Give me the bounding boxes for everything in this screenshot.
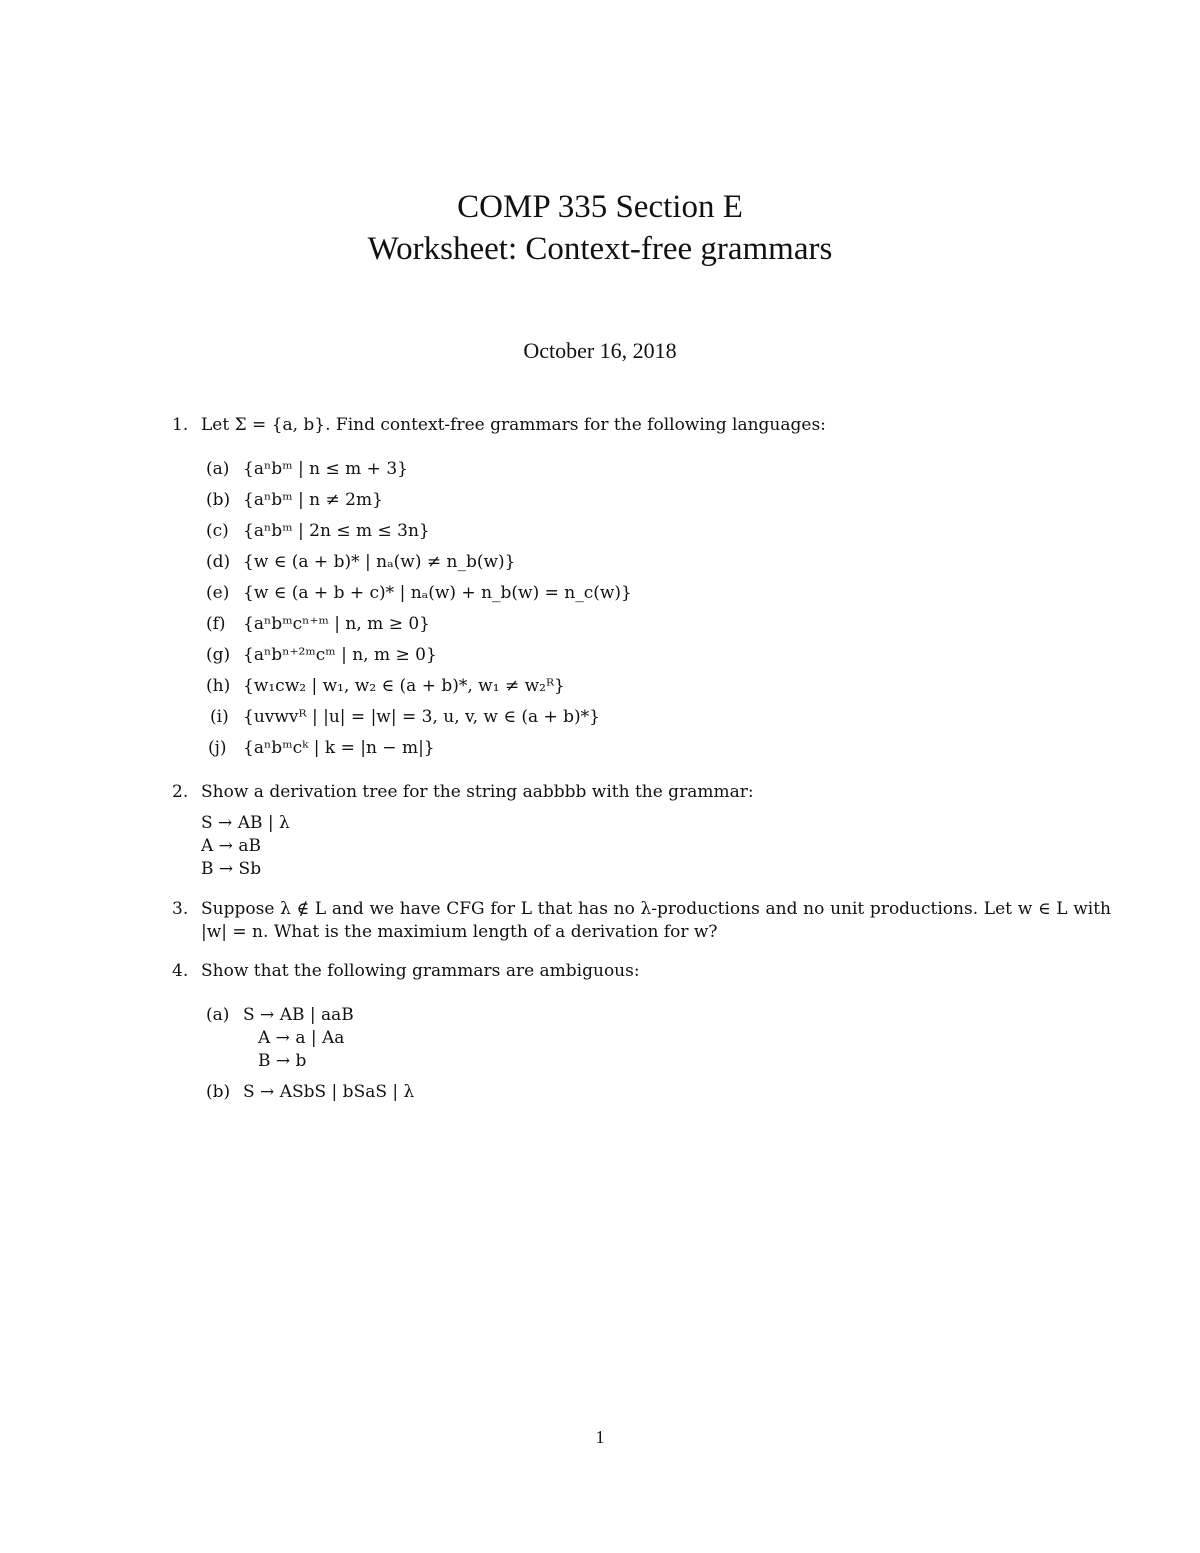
q2-number: 2. [172, 782, 189, 802]
course-title: COMP 335 Section E [457, 189, 743, 225]
q1-item-label: (b) [206, 490, 231, 510]
q1-item-text: {aⁿbⁿ⁺²ᵐcᵐ | n, m ≥ 0} [243, 645, 437, 665]
q1-item-label: (g) [206, 645, 231, 665]
grammar-rule: A → a | Aa [258, 1028, 345, 1048]
grammar-rule: S → AB | λ [201, 813, 290, 833]
q3-text: Suppose λ ∉ L and we have CFG for L that has no λ-productions and no unit productions. Let w ∈ L with |w| = n. What is the maximium length of a derivation for w? [201, 899, 1111, 942]
worksheet-title: Worksheet: Context-free grammars [367, 231, 833, 267]
q1-text: Let Σ = {a, b}. Find context-free grammars for the following languages: [201, 415, 826, 435]
grammar-rule: S → ASbS | bSaS | λ [243, 1082, 415, 1102]
q1-item-text: {uvwvᴿ | |u| = |w| = 3, u, v, w ∈ (a + b)*} [243, 707, 600, 727]
q1-item-text: {aⁿbᵐcᵏ | k = |n − m|} [243, 738, 435, 758]
grammar-rule: A → aB [201, 836, 261, 856]
q1-item-text: {aⁿbᵐ | 2n ≤ m ≤ 3n} [243, 521, 430, 541]
q1-item-text: {w₁cw₂ | w₁, w₂ ∈ (a + b)*, w₁ ≠ w₂ᴿ} [243, 676, 565, 696]
q1-item-text: {w ∈ (a + b)* | nₐ(w) ≠ n_b(w)} [243, 552, 516, 572]
q4-item-label: (a) [206, 1005, 230, 1025]
document-date: October 16, 2018 [523, 338, 677, 363]
q1-item-label: (a) [206, 459, 230, 479]
q2-text: Show a derivation tree for the string aabbbb with the grammar: [201, 782, 754, 802]
q1-item-label: (f) [206, 614, 226, 634]
q1-item-text: {aⁿbᵐ | n ≤ m + 3} [243, 459, 408, 479]
page-number: 1 [595, 1427, 605, 1447]
grammar-rule: S → AB | aaB [243, 1005, 354, 1025]
q4-item-label: (b) [206, 1082, 231, 1102]
q1-item-label: (d) [206, 552, 231, 572]
q1-item-text: {aⁿbᵐ | n ≠ 2m} [243, 490, 383, 510]
q1-number: 1. [172, 415, 189, 435]
q1-item-label: (h) [206, 676, 231, 696]
q1-item-text: {w ∈ (a + b + c)* | nₐ(w) + n_b(w) = n_c(w)} [243, 583, 632, 603]
q1-item-label: (i) [210, 707, 229, 727]
grammar-rule: B → Sb [201, 859, 262, 879]
grammar-rule: B → b [258, 1051, 307, 1071]
q4-number: 4. [172, 961, 189, 981]
q3-number: 3. [172, 899, 189, 919]
q1-item-text: {aⁿbᵐcⁿ⁺ᵐ | n, m ≥ 0} [243, 614, 430, 634]
q4-text: Show that the following grammars are ambiguous: [201, 961, 640, 981]
q1-item-label: (c) [206, 521, 229, 541]
q1-item-label: (e) [206, 583, 230, 603]
q1-item-label: (j) [208, 738, 227, 758]
